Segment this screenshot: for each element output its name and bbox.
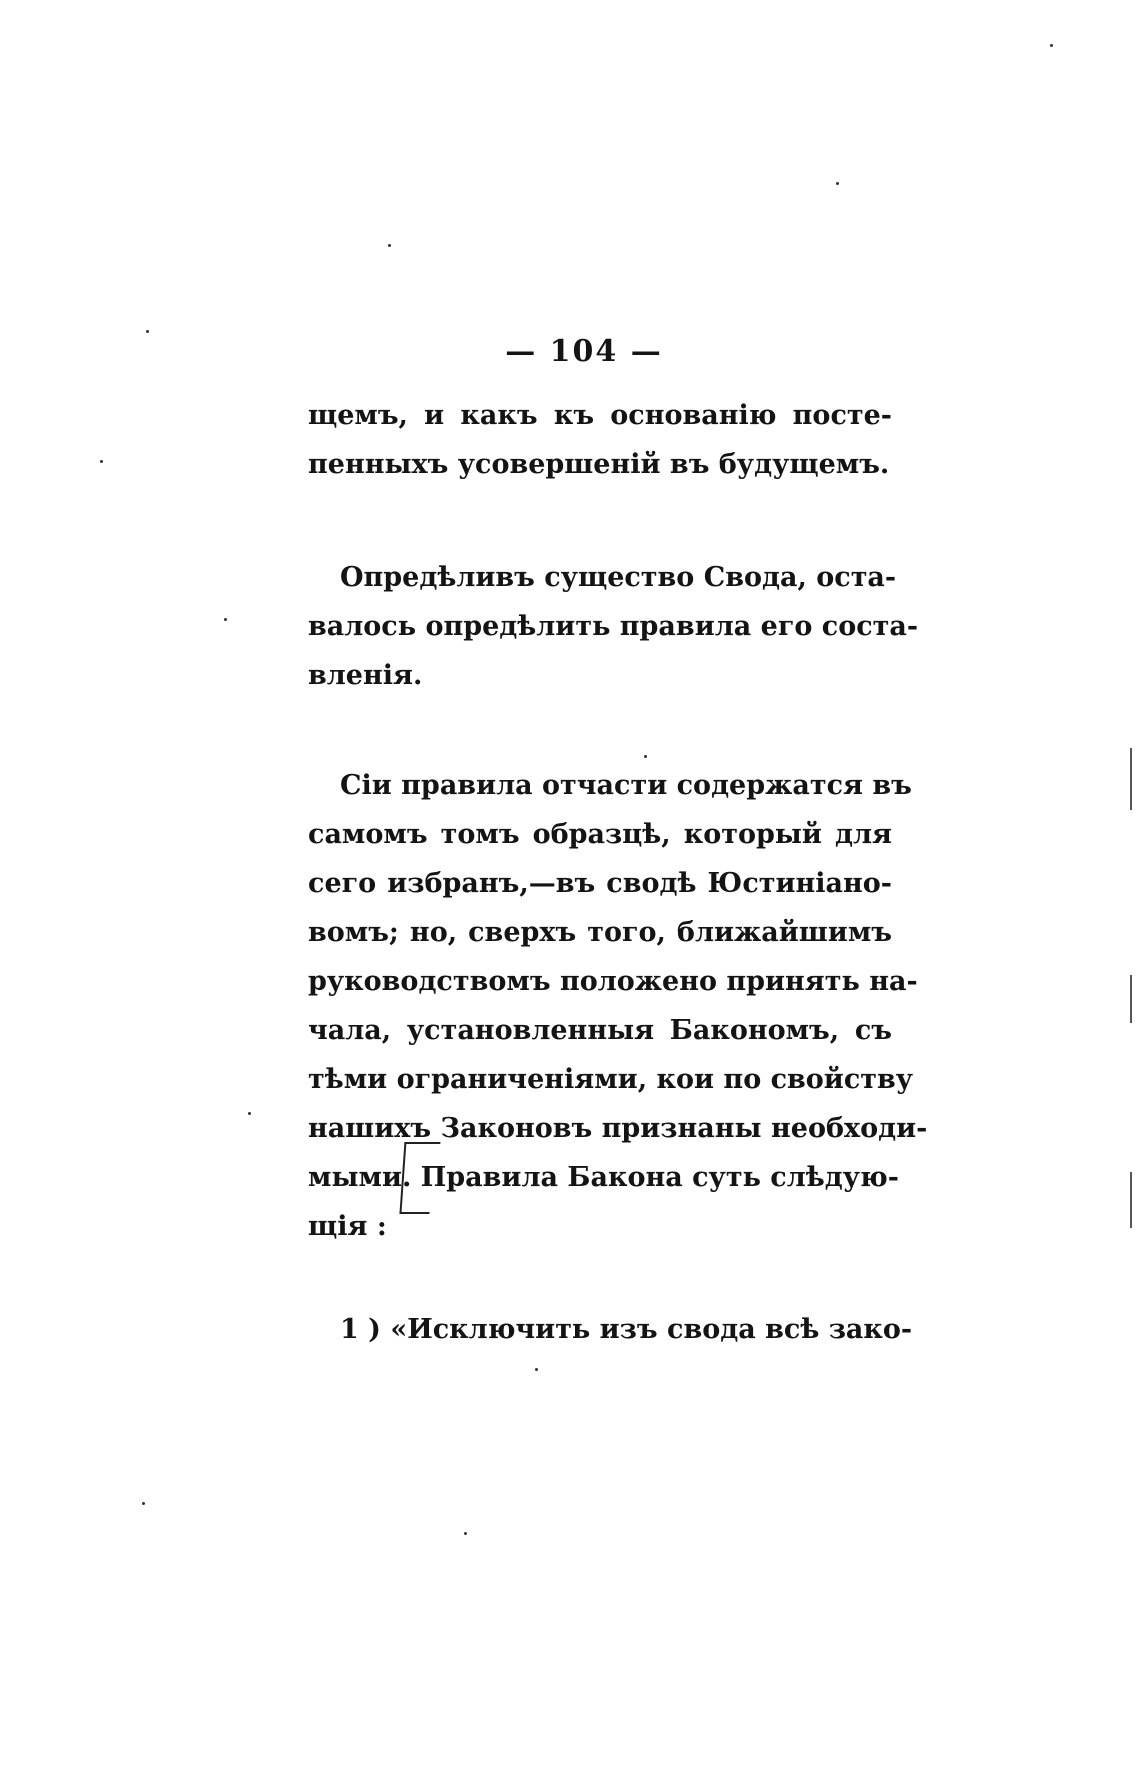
text-line: вомъ; но, сверхъ того, ближайшимъ xyxy=(308,917,892,948)
scan-speck xyxy=(142,1502,145,1505)
text-line: Опредѣливъ существо Свода, оста- xyxy=(340,562,897,593)
text-line: 1 ) «Исключить изъ свода всѣ зако- xyxy=(340,1314,913,1345)
paragraph xyxy=(308,761,928,1251)
text-line: щія : xyxy=(308,1211,387,1242)
scan-speck xyxy=(224,618,227,621)
text-line: щемъ, и какъ къ основанію посте- xyxy=(308,400,892,431)
paragraph-continuation xyxy=(308,391,892,489)
scan-speck xyxy=(1050,44,1053,47)
scan-speck xyxy=(146,330,149,333)
page-number: — 104 — xyxy=(505,334,663,369)
scan-speck xyxy=(535,1368,538,1371)
text-line: самомъ томъ образцѣ, который для xyxy=(308,819,892,850)
scan-speck xyxy=(464,1532,467,1535)
text-line: нашихъ Законовъ признаны необходи- xyxy=(308,1113,928,1144)
text-line: вленія. xyxy=(308,660,423,691)
text-line: Сіи правила отчасти содержатся въ xyxy=(340,770,912,801)
scan-edge-mark xyxy=(1130,975,1132,1023)
scan-speck xyxy=(100,460,103,463)
scan-speck xyxy=(836,182,839,185)
scan-speck xyxy=(644,755,647,758)
paragraph xyxy=(308,1305,913,1354)
text-line: чала, установленныя Бакономъ, съ xyxy=(308,1015,892,1046)
text-line: пенныхъ усовершеній въ будущемъ. xyxy=(308,449,890,480)
text-line: руководствомъ положено принять на- xyxy=(308,966,918,997)
scan-edge-mark xyxy=(1130,748,1132,810)
scan-speck xyxy=(248,1112,251,1115)
text-line: мыми. Правила Бакона суть слѣдую- xyxy=(308,1162,899,1193)
text-line: валось опредѣлить правила его соста- xyxy=(308,611,919,642)
text-line: сего избранъ,—въ сводѣ Юстиніано- xyxy=(308,868,892,899)
pencil-bracket-mark xyxy=(400,1142,441,1212)
text-line: тѣми ограниченіями, кои по свойству xyxy=(308,1064,914,1095)
paragraph xyxy=(308,553,919,700)
scan-speck xyxy=(388,244,391,247)
scan-edge-mark xyxy=(1130,1172,1132,1228)
